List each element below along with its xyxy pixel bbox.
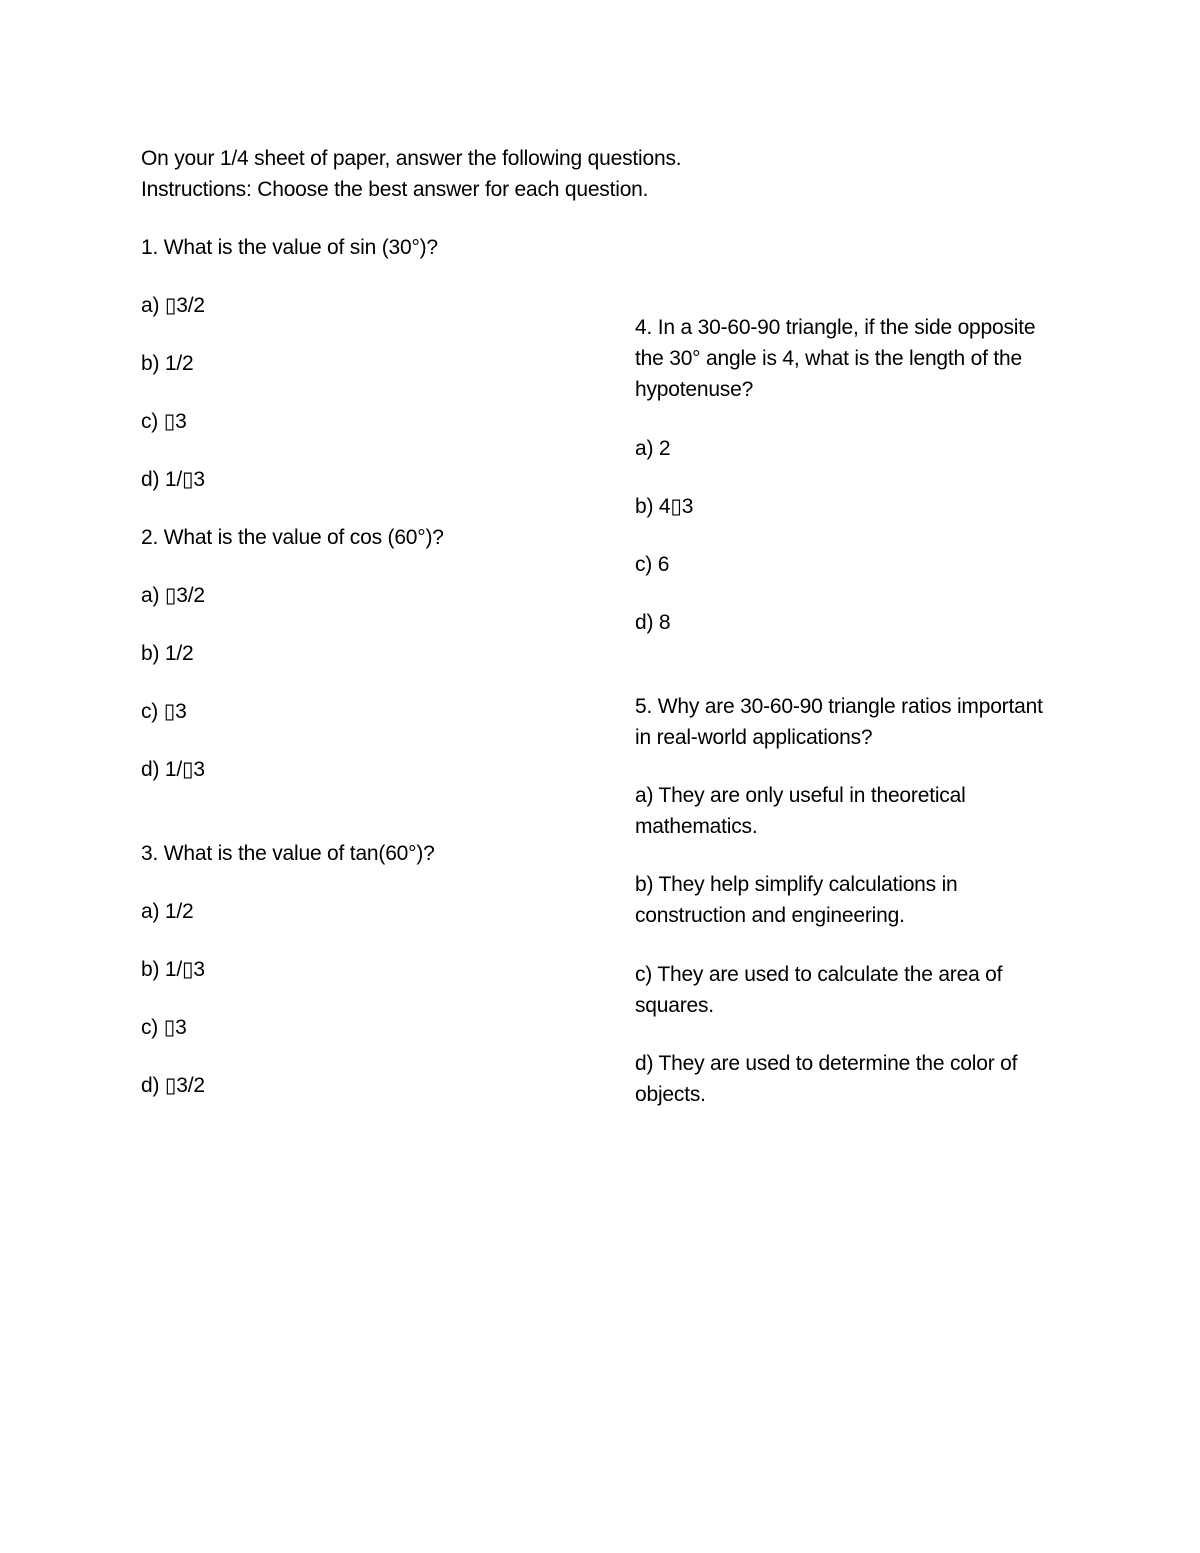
- question-4-option-b: b) 4▯3: [635, 495, 694, 518]
- question-2-option-b: b) 1/2: [141, 642, 194, 665]
- question-5-option-c: c) They are used to calculate the area of squares.: [635, 963, 1003, 1017]
- question-1-option-a: a) ▯3/2: [141, 294, 205, 317]
- question-4-option-a: a) 2: [635, 437, 671, 460]
- question-2-option-a: a) ▯3/2: [141, 584, 205, 607]
- question-5-option-d: d) They are used to determine the color of objects.: [635, 1052, 1018, 1106]
- question-1-option-c: c) ▯3: [141, 410, 187, 433]
- question-2-option-d: d) 1/▯3: [141, 758, 205, 781]
- question-3-option-c: c) ▯3: [141, 1016, 187, 1039]
- question-4-option-d: d) 8: [635, 611, 671, 634]
- question-3-option-a: a) 1/2: [141, 900, 194, 923]
- question-5-text: 5. Why are 30-60-90 triangle ratios important in real-world applications?: [635, 695, 1043, 749]
- question-4-text: 4. In a 30-60-90 triangle, if the side opposite the 30° angle is 4, what is the length of the hypotenuse?: [635, 316, 1036, 401]
- question-1-option-d: d) 1/▯3: [141, 468, 205, 491]
- question-3-option-b: b) 1/▯3: [141, 958, 205, 981]
- question-3-text: 3. What is the value of tan(60°)?: [141, 842, 435, 865]
- question-1-text: 1. What is the value of sin (30°)?: [141, 236, 438, 259]
- question-4-option-c: c) 6: [635, 553, 670, 576]
- question-5-option-a: a) They are only useful in theoretical mathematics.: [635, 784, 966, 838]
- question-1-option-b: b) 1/2: [141, 352, 194, 375]
- header-line-1: On your 1/4 sheet of paper, answer the following questions.: [141, 147, 682, 170]
- question-3-option-d: d) ▯3/2: [141, 1074, 205, 1097]
- question-2-text: 2. What is the value of cos (60°)?: [141, 526, 444, 549]
- header-instructions: Instructions: Choose the best answer for each question.: [141, 178, 649, 201]
- question-2-option-c: c) ▯3: [141, 700, 187, 723]
- question-5-option-b: b) They help simplify calculations in construction and engineering.: [635, 873, 958, 927]
